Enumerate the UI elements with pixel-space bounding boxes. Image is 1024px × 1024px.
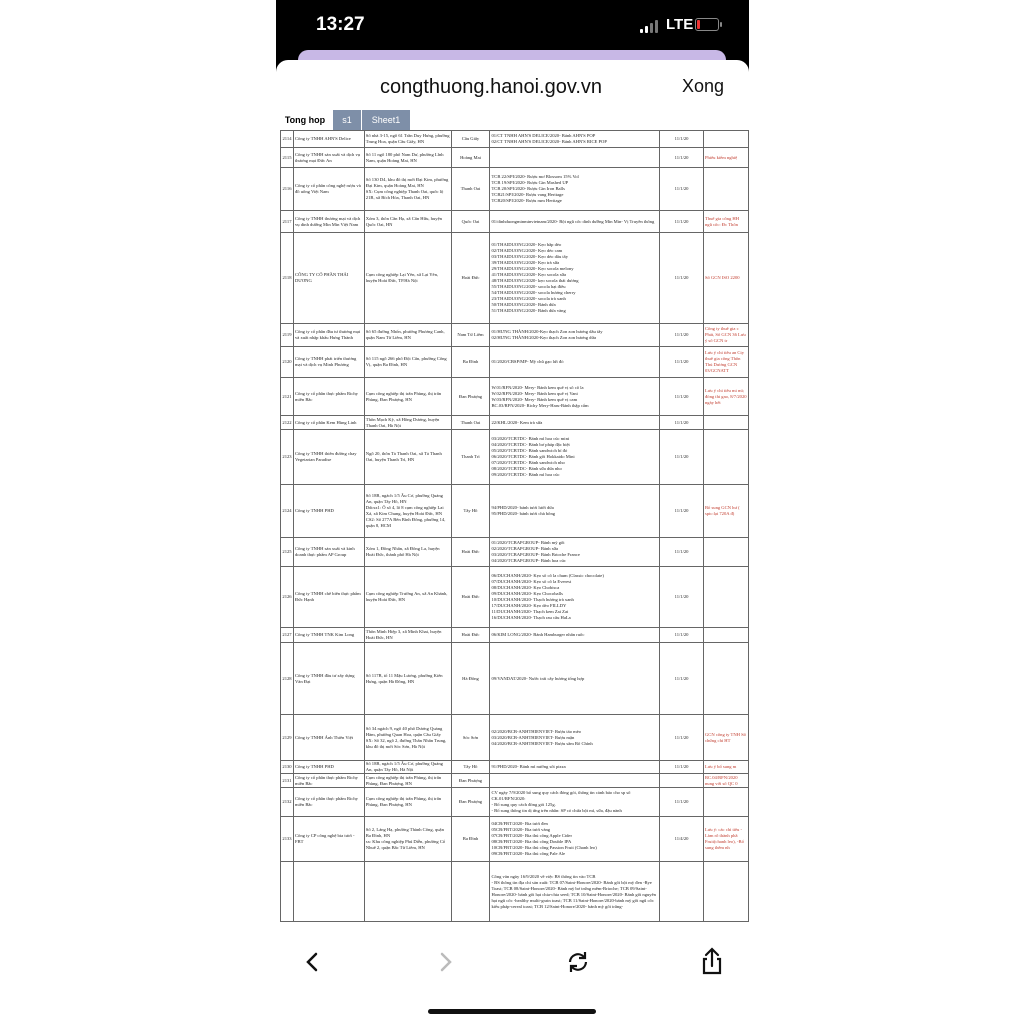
cell-address[interactable]: Thôn Mạch Kỳ, xã Hồng Dương, huyện Thanh Oai, Hà Nội xyxy=(364,416,451,430)
cell-address[interactable] xyxy=(364,862,451,922)
table-row xyxy=(281,628,749,643)
cell-products[interactable]: 04CB/FBT/2020- Bia tươi đen 05CB/FBT/2020- Bia tươi vàng 07CB/FBT/2020- Bia thủ công Apple Cider 08CB/FBT/2020- Bia thủ công Double IPA 10CB/FBT/2020- Bia thủ công Passion Fruit (Chanh leo) 09CB/FBT/2020- Bia thủ công Pale Ale xyxy=(490,817,660,862)
cell-district[interactable]: Ba Đình xyxy=(451,347,490,378)
cell-address[interactable]: Cụm công nghiệp Trường An, xã An Khánh, huyện Hoài Đức, HN xyxy=(364,567,451,628)
cell-no[interactable]: 2118 xyxy=(281,233,294,324)
cell-note[interactable] xyxy=(703,567,748,628)
cell-products[interactable]: 01/dinhduongminminvietnam/2020- Bột ngũ cốc dinh dưỡng Min Min- Vị Truyền thống xyxy=(490,211,660,233)
cell-district[interactable]: Cầu Giấy xyxy=(451,131,490,148)
table-row xyxy=(281,211,749,233)
cell-company[interactable]: Công ty TNHH sản xuất và kinh doanh thực phẩm AP Group xyxy=(293,538,364,567)
table-row xyxy=(281,862,749,922)
cell-district[interactable]: Thanh Oai xyxy=(451,168,490,211)
cell-date[interactable]: 11/1/20 xyxy=(660,485,704,538)
cell-no[interactable]: 2115 xyxy=(281,148,294,168)
cell-products[interactable]: 01/2020/CBSP/MP- Mỳ chũ gạo lứt đỏ xyxy=(490,347,660,378)
share-icon xyxy=(692,942,732,982)
cell-district[interactable]: Thanh Trì xyxy=(451,430,490,485)
cell-note[interactable] xyxy=(703,416,748,430)
cell-products[interactable]: 06/KIM LONG/2020- Bánh Hamburger nhân ruốc xyxy=(490,628,660,643)
cell-company[interactable]: Công ty cổ phần công nghệ rượu và đồ uống Việt Nam xyxy=(293,168,364,211)
cell-no[interactable]: 2114 xyxy=(281,131,294,148)
cell-address[interactable]: Cụm công nghiệp Lại Yên, xã Lại Yên, huyện Hoài Đức, TP.Hà Nội xyxy=(364,233,451,324)
cell-company[interactable]: Công ty TNHH đầu tư xây dựng Văn Đạt xyxy=(293,643,364,715)
cell-district[interactable]: Quốc Oai xyxy=(451,211,490,233)
cell-district[interactable]: Hoàng Mai xyxy=(451,148,490,168)
cell-address[interactable]: Số 2, Láng Hạ, phường Thành Công, quận Ba Đình, HN sx: Khu công nghiệp Phú Diễn, phường Cổ Nhuế 2, quận Bắc Từ Liêm, HN xyxy=(364,817,451,862)
reload-button[interactable] xyxy=(558,942,598,982)
cell-company[interactable]: Công ty TNHH phát triển thương mại và dịch vụ Minh Phương xyxy=(293,347,364,378)
cell-company[interactable]: Công ty cổ phần Kem Hùng Linh xyxy=(293,416,364,430)
cell-district[interactable]: Nam Từ Liêm xyxy=(451,324,490,347)
cell-date[interactable]: 11/1/20 xyxy=(660,788,704,817)
home-indicator xyxy=(428,1009,596,1014)
cell-district[interactable]: Thanh Oai xyxy=(451,416,490,430)
table-row xyxy=(281,567,749,628)
cell-address[interactable]: Thôn Minh Hiệp 3, xã Minh Khai, huyện Hoài Đức, HN xyxy=(364,628,451,643)
cell-district[interactable]: Hoài Đức xyxy=(451,628,490,643)
cell-date[interactable]: 11/1/20 xyxy=(660,211,704,233)
table-row xyxy=(281,324,749,347)
table-row xyxy=(281,378,749,416)
cell-no[interactable]: 2123 xyxy=(281,430,294,485)
cell-products[interactable]: 06/DUCHANH/2020- Kẹo sô cô la chum (Classic chocolate) 07/DUCHANH/2020- Kẹo sô cô la Everest 08/DUCHANH/2020- Kẹo Chobisca 09/DUCHANH/2020- Kẹo Chocoballs 10/DUCHANH/2020- Thạch hương trà xanh 17/DUCHANH/2020- Kẹo dẻo FILLDY 11/DUCHANH/2020- Thạch kem Zai Zai 16/DUCHANH/2020- Thạch rau câu HaLa xyxy=(490,567,660,628)
cell-no[interactable]: 2127 xyxy=(281,628,294,643)
cell-address[interactable]: Số 117B, tổ 11 Mậu Lương, phường Kiến Hưng, quận Hà Đông, HN xyxy=(364,643,451,715)
cell-no[interactable]: 2133 xyxy=(281,817,294,862)
cell-no[interactable]: 2120 xyxy=(281,347,294,378)
table-row xyxy=(281,168,749,211)
cell-company[interactable]: Công ty TNHH PHD xyxy=(293,485,364,538)
status-bar xyxy=(276,0,749,52)
table-row xyxy=(281,774,749,788)
table-row xyxy=(281,416,749,430)
cell-date[interactable]: 11/1/20 xyxy=(660,416,704,430)
cell-address[interactable]: Số 11 ngõ 180 phố Nam Dư, phường Lĩnh Nam, quận Hoàng Mai, HN xyxy=(364,148,451,168)
cell-no[interactable]: 2130 xyxy=(281,761,294,774)
cell-note[interactable]: Lưu ý chỉ tiêu an Cty thuê gia công Thôn Thủ Dương GCN 03/GCNATT xyxy=(703,347,748,378)
sheet-tabs xyxy=(276,110,749,130)
cell-products[interactable]: 03/2020/TCBTDC- Bánh mì hoa cúc mini 04/2020/TCBTDC- Bánh bơ pháp đặc biệt 05/2020/TCBTDC- Bánh sandwich bí đỏ 06/2020/TCBTDC- Bánh gối Hokkaido Mini 07/2020/TCBTDC- Bánh sandwich nho 08/2020/TCBTDC- Bánh sữa dừa nho 09/2020/TCBTDC- Bánh mì hoa cúc xyxy=(490,430,660,485)
cell-date[interactable]: 11/1/20 xyxy=(660,643,704,715)
cell-date[interactable]: 11/1/20 xyxy=(660,347,704,378)
cell-address[interactable]: Ngõ 20, thôn Tả Thanh Oai, xã Tả Thanh Oai, huyện Thanh Trì, HN xyxy=(364,430,451,485)
cell-products[interactable]: 22/KHL/2020- Kem trà sữa xyxy=(490,416,660,430)
done-button[interactable]: Xong xyxy=(682,76,725,96)
cell-note[interactable]: Công ty thuê gia c Phát, Số GCN 36 Lưu ý số GCN tr xyxy=(703,324,748,347)
cell-products[interactable]: 94/PHD/2020- bánh tươi lưới dừa 95/PHD/2020- bánh tươi chà bông xyxy=(490,485,660,538)
cell-date[interactable]: 11/1/20 xyxy=(660,761,704,774)
cell-no[interactable]: 2129 xyxy=(281,715,294,761)
cell-district[interactable]: Tây Hồ xyxy=(451,485,490,538)
tab-sheet1[interactable]: Sheet1 xyxy=(362,110,410,130)
cell-note[interactable]: Bổ sung GCN hư ( sptc:lại 720A đ) xyxy=(703,485,748,538)
cell-district[interactable]: Đan Phượng xyxy=(451,788,490,817)
cell-products[interactable]: 01/HƯNG THÀNH/2020-Kẹo thạch Zon zon hương dâu tây 02/HƯNG THÀNH/2020-Kẹo thạch Zon zon hương dừa xyxy=(490,324,660,347)
cell-company[interactable]: Công ty TNHH thương mại và dịch vụ dinh dưỡng Min Min Việt Nam xyxy=(293,211,364,233)
cell-date[interactable]: 11/1/20 xyxy=(660,168,704,211)
cell-date[interactable]: 11/1/20 xyxy=(660,233,704,324)
cell-note[interactable] xyxy=(703,430,748,485)
table-row xyxy=(281,131,749,148)
table-row xyxy=(281,538,749,567)
cell-date[interactable]: 11/4/20 xyxy=(660,817,704,862)
cell-date[interactable]: 11/1/20 xyxy=(660,131,704,148)
cell-company[interactable]: Công ty TNHH TNK Kim Long xyxy=(293,628,364,643)
table-row xyxy=(281,715,749,761)
cell-no[interactable]: 2128 xyxy=(281,643,294,715)
cell-note[interactable]: Số GCN ISO 2200 xyxy=(703,233,748,324)
cell-district[interactable]: Hoài Đức xyxy=(451,567,490,628)
battery-icon xyxy=(695,18,719,31)
cell-address[interactable]: Số 18B, ngách 1/5 Âu Cơ, phường Quảng An, quận Tây Hồ, Hà Nội xyxy=(364,761,451,774)
cell-company[interactable]: Công ty TNHH chế biến thực phẩm Đức Hạnh xyxy=(293,567,364,628)
cell-address[interactable]: Cụm công nghiệp thị trấn Phùng, thị trấn Phùng, Đan Phượng, HN xyxy=(364,788,451,817)
cell-district[interactable]: Đan Phượng xyxy=(451,378,490,416)
cell-date[interactable]: 11/1/20 xyxy=(660,715,704,761)
cell-no[interactable]: 2132 xyxy=(281,788,294,817)
cell-no[interactable]: 2125 xyxy=(281,538,294,567)
cell-no[interactable]: 2131 xyxy=(281,774,294,788)
cell-company[interactable]: Công ty cổ phần thực phẩm Richy miền Bắc xyxy=(293,378,364,416)
cell-no[interactable]: 2116 xyxy=(281,168,294,211)
cell-no[interactable]: 2117 xyxy=(281,211,294,233)
cell-products[interactable]: TCB 22/SPI/2020- Rượu mơ Blossom 15% Vol TCB 19/SPI/2020- Rượu Gin Mashed UP TCB 20/SPI/2020- Rượu Gin Iron Balls TCB21/SPI/2020- Rượu vang Heritage TCB20/SPI/2020- Rượu rum Heritage xyxy=(490,168,660,211)
cell-products[interactable]: 01/THAIDUONG/2020- Kẹo bắp dẻo 02/THAIDUONG/2020- Kẹo dẻo cam 03/THAIDUONG/2020- Kẹo dẻo dâu tây 39/THAIDUONG/2020- Kẹo trà sữa 29/THAIDUONG/2020- Kẹo socola melony 41/THAIDUONG/2020- Kẹo socola sữa 48/THAIDUONG/2020- kẹo socola thái dương 55/THAIDUONG/2020- socola hạt điều 54/THAIDUONG/2020- socola hương cherry 23/THAIDUONG/2020- socola trà xanh 50/THAIDUONG/2020- Bánh dừa 51/THAIDUONG/2020- Bánh dừa vàng xyxy=(490,233,660,324)
chevron-right-icon xyxy=(426,942,466,982)
url-domain[interactable]: congthuong.hanoi.gov.vn xyxy=(380,76,603,98)
cell-products[interactable]: 91/PHD/2020- Bánh mì nướng sốt pizza xyxy=(490,761,660,774)
cell-note[interactable]: GCN công ty TNH Số chứng chỉ HT xyxy=(703,715,748,761)
cell-district[interactable]: Ba Đình xyxy=(451,817,490,862)
cell-district[interactable]: Sóc Sơn xyxy=(451,715,490,761)
cell-date[interactable]: 11/1/20 xyxy=(660,538,704,567)
phone-screen xyxy=(276,0,749,1024)
reload-icon xyxy=(558,942,598,982)
forward-button[interactable] xyxy=(426,942,466,982)
cell-company[interactable]: CÔNG TY CỔ PHẦN THÁI DƯƠNG xyxy=(293,233,364,324)
cell-products[interactable]: 09/VANDAT/2020- Nước trái cây hương tổng hợp xyxy=(490,643,660,715)
cell-note[interactable] xyxy=(703,168,748,211)
cell-address[interactable]: Số 130 D4, khu đô thị mới Đại Kim, phường Đại Kim, quận Hoàng Mai, HN SX: Cụm công nghiệp Thanh Oai, quốc lộ 21B, xã Bích Hòa, Thanh Oai, HN xyxy=(364,168,451,211)
cell-products[interactable] xyxy=(490,148,660,168)
table-row xyxy=(281,761,749,774)
cell-address[interactable]: Số 115 ngõ 266 phố Đội Cấn, phường Cống Vị, quận Ba Đình, HN xyxy=(364,347,451,378)
cell-address[interactable]: Số 18B, ngách 1/5 Âu Cơ, phường Quảng An, quận Tây Hồ, HN Ddcsx1: Ô số 4, lô 8 cụm công nghiệp Lai Xá, xã Kim Chung, huyện Hoài Đức, HN CS2: Số 277A Bến Bình Đông, phường 14, quận 8, HCM xyxy=(364,485,451,538)
cell-company[interactable]: Công ty TNHH AHN'S Delice xyxy=(293,131,364,148)
cell-company[interactable]: Công ty TNHH Ánh Thiên Việt xyxy=(293,715,364,761)
cell-products[interactable]: W.01/RFN/2020- Mery- Bánh kem quế vị sô cô la W.02/RFN/2020- Mery- Bánh kem quế vị Vani W.03/RFN/2020- Mery- Bánh kem quế vị cam BC.03/RFN/2020- Richy Mery-Haru-Bánh thập cẩm xyxy=(490,378,660,416)
cell-address[interactable]: Xóm 3, thôn Cần Hạ, xã Cấn Hữu, huyện Quốc Oai, HN xyxy=(364,211,451,233)
cell-district[interactable] xyxy=(451,862,490,922)
cell-address[interactable]: Cụm công nghiệp thị trấn Phùng, thị trấn Phùng, Đan Phượng, HN xyxy=(364,378,451,416)
table-row xyxy=(281,430,749,485)
cell-products[interactable] xyxy=(490,774,660,788)
table-row xyxy=(281,485,749,538)
cell-date[interactable]: 11/1/20 xyxy=(660,148,704,168)
table-row xyxy=(281,643,749,715)
cell-address[interactable]: Số 65 đường Nhổn, phường Phương Canh, quận Nam Từ Liêm, HN xyxy=(364,324,451,347)
cell-date[interactable]: 11/1/20 xyxy=(660,430,704,485)
cell-note[interactable]: Lưu ý chỉ tiêu mi mì; đóng thi gao, 8/7/2020 ngày hết xyxy=(703,378,748,416)
cell-company[interactable]: Công ty CP công nghệ bia tươi -FBT xyxy=(293,817,364,862)
tab-s1[interactable]: s1 xyxy=(333,110,361,130)
cell-note[interactable] xyxy=(703,628,748,643)
cell-no[interactable]: 2121 xyxy=(281,378,294,416)
cell-address[interactable]: Số nhà 3-15, ngõ 61 Trần Duy Hưng, phường Trung Hoa, quận Cầu Giấy, HN xyxy=(364,131,451,148)
cell-date[interactable]: 11/1/20 xyxy=(660,567,704,628)
cell-date[interactable] xyxy=(660,862,704,922)
cell-company[interactable]: Công ty cổ phần thực phẩm Richy miền Bắc xyxy=(293,774,364,788)
clock: 13:27 xyxy=(316,14,365,35)
share-button[interactable] xyxy=(692,942,732,982)
cell-note[interactable]: Lưu ý bổ sung m xyxy=(703,761,748,774)
cell-note[interactable] xyxy=(703,788,748,817)
table-row xyxy=(281,148,749,168)
cell-no[interactable]: 2126 xyxy=(281,567,294,628)
cell-company[interactable]: Công ty cổ phần đầu tư thương mại và xuất nhập khẩu Hưng Thành xyxy=(293,324,364,347)
tab-tong-hop[interactable]: Tong hop xyxy=(279,110,331,130)
back-button[interactable] xyxy=(292,942,332,982)
cell-note[interactable]: Lưu ý: các chỉ tiêu -Làm rõ thành phầ Fruit(chanh leo), -Bổ sung thêm nh xyxy=(703,817,748,862)
table-row xyxy=(281,788,749,817)
cell-date[interactable]: 11/1/20 xyxy=(660,378,704,416)
cell-products[interactable]: 01/CT TNHH AHN'S DELICE/2020- Bánh AHN'S POP 02/CT TNHH AHN'S DELICE/2020- Bánh AHN'S RICE POP xyxy=(490,131,660,148)
cell-date[interactable]: 11/1/20 xyxy=(660,628,704,643)
cell-date[interactable] xyxy=(660,774,704,788)
cell-date[interactable]: 11/1/20 xyxy=(660,324,704,347)
chevron-left-icon xyxy=(292,942,332,982)
cell-district[interactable]: Hoài Đức xyxy=(451,538,490,567)
cell-products[interactable]: Công văn ngày 16/9/2020 về việc BS thông tin vào TCB - BS thông tin địa chỉ sản xuất: TCB 07/Saint-Honore/2020- Bánh gối bột mỳ đen -Rye Toast; TCB 08/Saint-Honore/2020- Bánh mỳ bơ trứng mềm-Brioche; TCB 09/Saint-Honore/2020- bánh gối hạt chia-chia seed; TCB 10/Saint-Honore/2020- Bánh gối nguyên hạt ngũ cốc -healthy multi-grain toast; TCB 11/Saint-Honore/2020-bánh mỳ gối ngũ cốc kiểu pháp-cereal toast; TCB 12/Saint-Honore/2020- bánh mỳ gối trắng- xyxy=(490,862,660,922)
cell-company[interactable]: Công ty TNHH thiên đường chay Vegetarian Paradise xyxy=(293,430,364,485)
cell-district[interactable]: Đan Phượng xyxy=(451,774,490,788)
browser-sheet xyxy=(276,60,749,1024)
table-row xyxy=(281,817,749,862)
cell-note[interactable]: RC.04/RFN/2020 nung với số QC 0 xyxy=(703,774,748,788)
signal-icon xyxy=(640,20,662,33)
data-table xyxy=(280,130,749,922)
cell-note[interactable] xyxy=(703,131,748,148)
cell-company[interactable]: Công ty TNHH sản xuất và dịch vụ thương mại Đức An xyxy=(293,148,364,168)
cell-address[interactable]: Cụm công nghiệp thị trấn Phùng, thị trấn Phùng, Đan Phượng, HN xyxy=(364,774,451,788)
cell-company[interactable]: Công ty cổ phần thực phẩm Richy miền Bắc xyxy=(293,788,364,817)
cell-company[interactable]: Công ty TNHH PHD xyxy=(293,761,364,774)
table-row xyxy=(281,347,749,378)
cell-note[interactable]: Phiếu kiểm nghiệ xyxy=(703,148,748,168)
cell-no[interactable]: 2119 xyxy=(281,324,294,347)
cell-note[interactable]: Thuế gia công HH ngũ cốc: Đc Thôn xyxy=(703,211,748,233)
cell-products[interactable]: CV ngày 7/9/2020 bổ sung quy cách đóng gói, thông tin cảnh báo cho sp số CK.01/RFN/2020: - Bổ sung quy cách đóng gói 125g. - Bổ sung thông tin dị ứng trên nhãn: SP có chứa bột mì, sữa, đậu nành xyxy=(490,788,660,817)
cell-address[interactable]: Xóm 1, Đồng Nhân, xã Đông La, huyện Hoài Đức, thành phố Hà Nội xyxy=(364,538,451,567)
cell-district[interactable]: Hoài Đức xyxy=(451,233,490,324)
cell-note[interactable] xyxy=(703,538,748,567)
cell-company[interactable] xyxy=(293,862,364,922)
cell-no[interactable] xyxy=(281,862,294,922)
cell-note[interactable] xyxy=(703,643,748,715)
table-row xyxy=(281,233,749,324)
cell-district[interactable]: Tây Hồ xyxy=(451,761,490,774)
cell-no[interactable]: 2122 xyxy=(281,416,294,430)
cell-address[interactable]: Số 34 ngách 9, ngõ 40 phố Dương Quảng Hàm, phường Quan Hoa, quận Cầu Giấy SX: Số 32, ngõ 2, đường Thân Nhân Trung, khu đô thị mới Sóc Sơn, Hà Nội xyxy=(364,715,451,761)
spreadsheet-grid[interactable] xyxy=(280,130,749,930)
cell-district[interactable]: Hà Đông xyxy=(451,643,490,715)
cell-no[interactable]: 2124 xyxy=(281,485,294,538)
cell-products[interactable]: 02/2020/BCB-ANHTHIENVIET- Rượu táo mèo 03/2020/BCB-ANHTHIENVIET- Rượu mận 04/2020/BCB-ANHTHIENVIET- Rượu sâm Bố Chính xyxy=(490,715,660,761)
cell-products[interactable]: 01/2020/TCBAPGROUP- Bánh mỳ gối 02/2020/TCBAPGROUP- Bánh sữa 03/2020/TCBAPGROUP- Bánh Brioche France 04/2020/TCBAPGROUP- Bánh hoa cúc xyxy=(490,538,660,567)
cell-note[interactable] xyxy=(703,862,748,922)
network-label: LTE xyxy=(666,16,694,33)
